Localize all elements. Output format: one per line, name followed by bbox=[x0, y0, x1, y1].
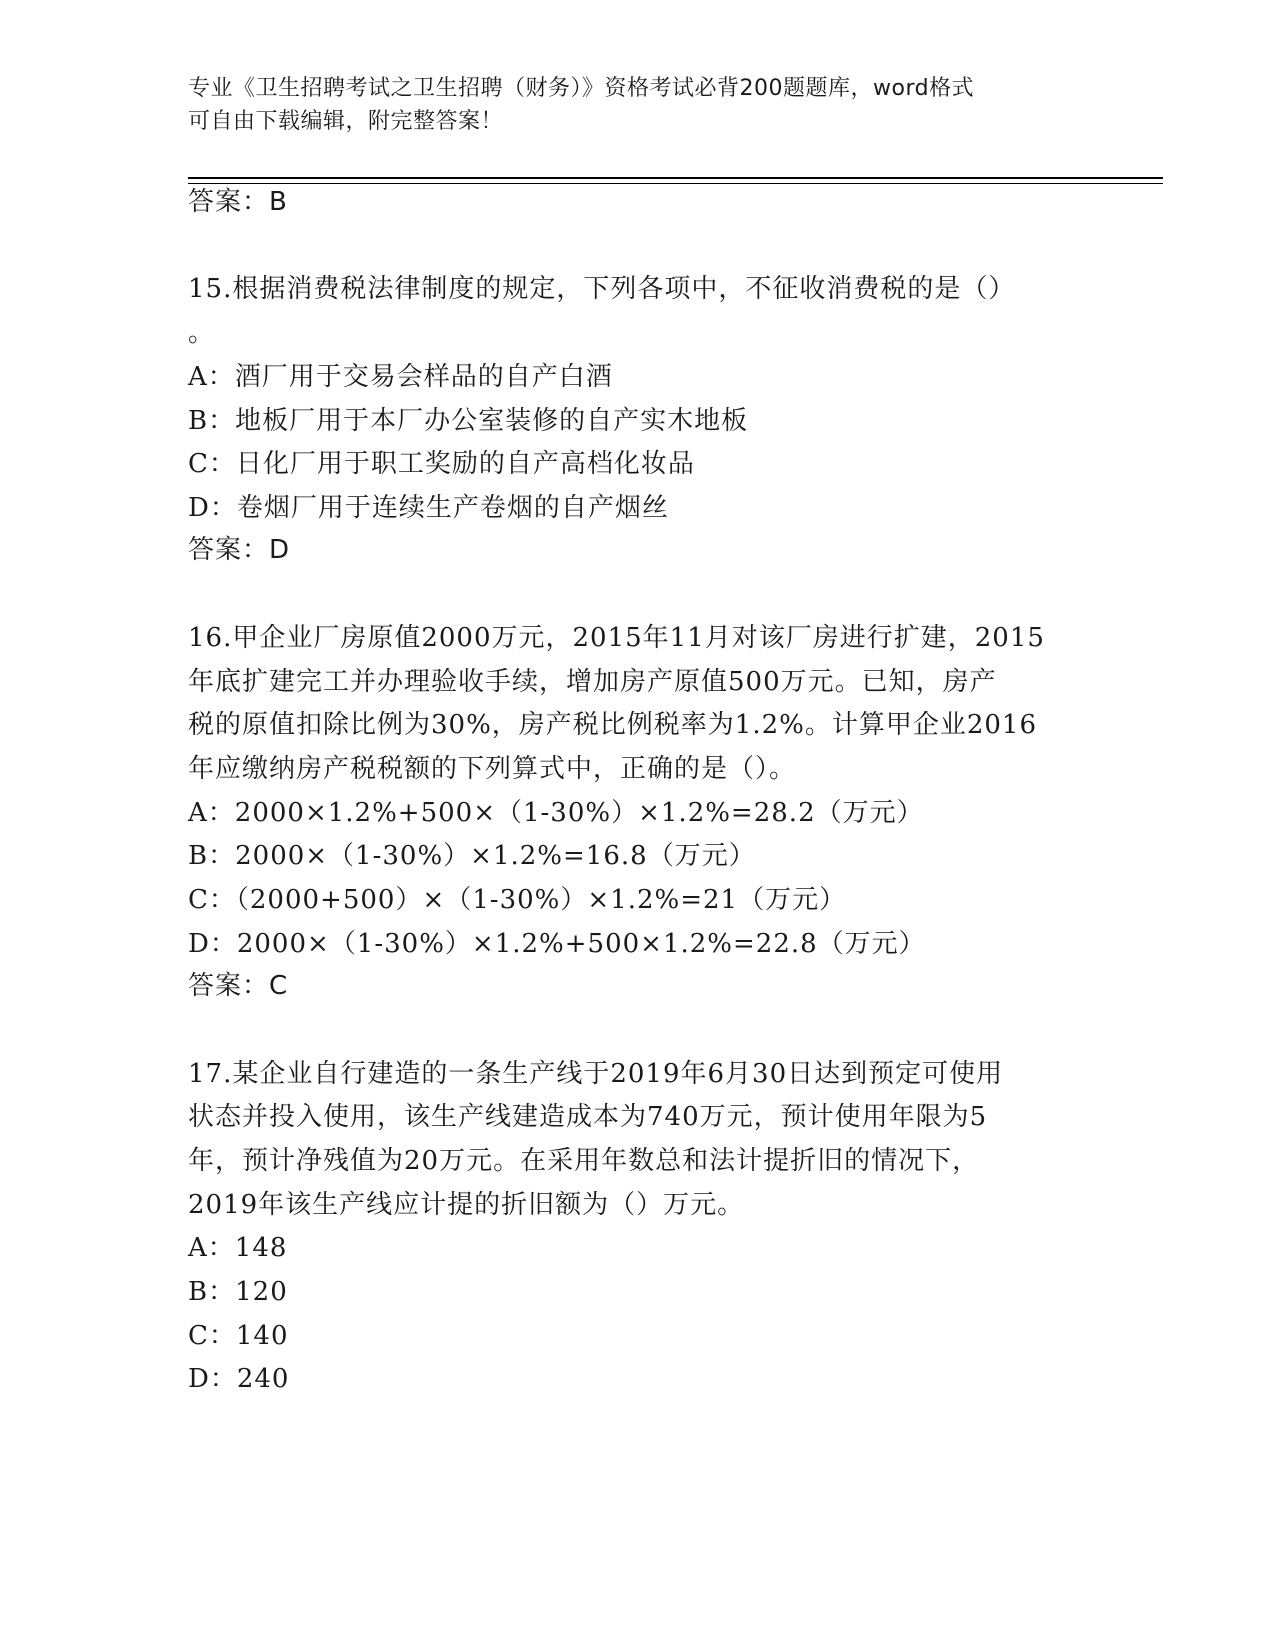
answer-15: 答案：D bbox=[188, 535, 291, 565]
question-stem-line: 年底扩建完工并办理验收手续，增加房产原值500万元。已知，房产 bbox=[188, 667, 997, 697]
option-c: C：140 bbox=[188, 1321, 289, 1351]
header-divider-thin bbox=[188, 183, 1163, 184]
option-d: D：240 bbox=[188, 1364, 290, 1394]
option-c: C：日化厂用于职工奖励的自产高档化妆品 bbox=[188, 449, 695, 479]
header-line-1: 专业《卫生招聘考试之卫生招聘（财务）》资格考试必背200题题库，word格式 bbox=[188, 76, 975, 101]
header-line-2: 可自由下载编辑，附完整答案！ bbox=[188, 109, 504, 134]
answer-14: 答案：B bbox=[188, 187, 288, 217]
option-a: A：148 bbox=[188, 1233, 288, 1263]
option-a: A：酒厂用于交易会样品的自产白酒 bbox=[188, 362, 613, 392]
answer-16: 答案：C bbox=[188, 971, 289, 1001]
option-b: B：120 bbox=[188, 1277, 288, 1307]
question-stem-line: 年，预计净残值为20万元。在采用年数总和法计提折旧的情况下， bbox=[188, 1146, 980, 1176]
question-stem-line: 年应缴纳房产税税额的下列算式中，正确的是（）。 bbox=[188, 754, 797, 784]
option-c: C：（2000+500）×（1-30%）×1.2%=21（万元） bbox=[188, 885, 847, 915]
question-stem-line: 。 bbox=[188, 318, 216, 348]
question-stem-line: 15.根据消费税法律制度的规定，下列各项中，不征收消费税的是（） bbox=[188, 274, 1016, 304]
header-divider-thick bbox=[188, 177, 1163, 179]
option-a: A：2000×1.2%+500×（1-30%）×1.2%=28.2（万元） bbox=[188, 798, 924, 828]
document-header bbox=[188, 72, 1088, 138]
question-stem-line: 17.某企业自行建造的一条生产线于2019年6月30日达到预定可使用 bbox=[188, 1059, 1004, 1089]
question-stem-line: 2019年该生产线应计提的折旧额为（）万元。 bbox=[188, 1190, 745, 1220]
question-stem-line: 税的原值扣除比例为30%，房产税比例税率为1.2%。计算甲企业2016 bbox=[188, 710, 1038, 740]
question-stem-line: 状态并投入使用，该生产线建造成本为740万元，预计使用年限为5 bbox=[188, 1102, 988, 1132]
option-d: D：卷烟厂用于连续生产卷烟的自产烟丝 bbox=[188, 493, 669, 523]
option-d: D：2000×（1-30%）×1.2%+500×1.2%=22.8（万元） bbox=[188, 929, 926, 959]
option-b: B：地板厂用于本厂办公室装修的自产实木地板 bbox=[188, 406, 749, 436]
option-b: B：2000×（1-30%）×1.2%=16.8（万元） bbox=[188, 841, 756, 871]
question-stem-line: 16.甲企业厂房原值2000万元，2015年11月对该厂房进行扩建，2015 bbox=[188, 623, 1045, 653]
